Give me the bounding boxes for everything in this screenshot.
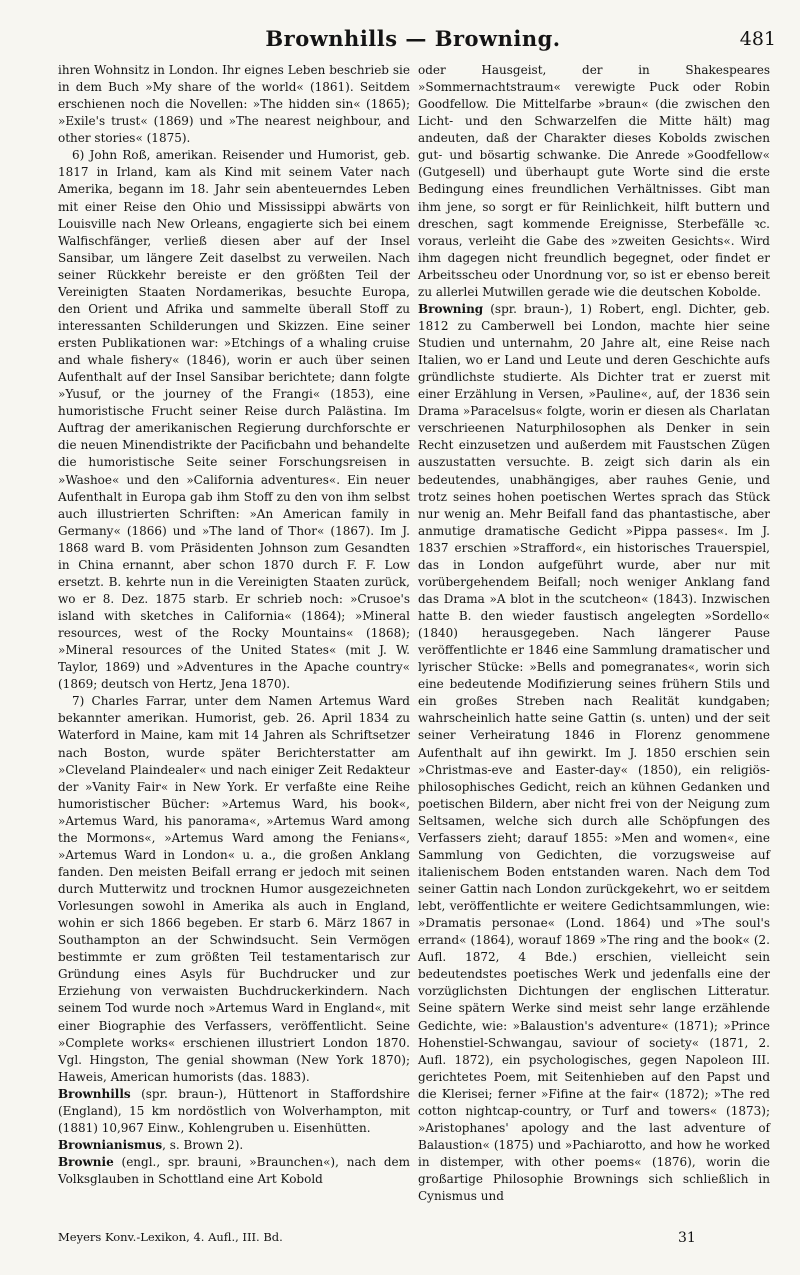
paragraph-text: 6) John Roß, amerikan. Reisender und Humorist, geb. 1817 in Irland, kam als Kind mit seinem Vater nach Amerika, begann im 18. Jahr sein abenteuerndes Leben mit einer Reise den Ohio und Mississippi abwärts von Louisville nach New Orleans, engagierte sich bei einem Walfischfänger, verließ diesen aber auf der Insel Sansibar, um längere Zeit daselbst zu verweilen. Nach seiner Rückkehr bereiste er den größten Teil der Vereinigten Staaten Nordamerikas, besuchte Europa, den Orient und Afrika und sammelte überall Stoff zu interessanten Schilderungen und Skizzen. Eine seiner ersten Publikationen war: »Etchings of a whaling cruise and whale fishery« (1846), worin er auch über seinen Aufenthalt auf der Insel Sansibar berichtete; dann folgte »Yusuf, or the journey of the Frangi« (1853), eine humoristische Frucht seiner Reise durch Palästina. Im Auftrag der amerikanischen Regierung durchforschte er die neuen Minendistrikte der Pacificbahn und behandelte die humoristische Seite seiner Forschungsreisen in »Washoe« und den »California adventures«. Ein neuer Aufenthalt in Europa gab ihm Stoff zu den von ihm selbst auch illustrierten Schriften: »An American family in Germany« (1866) und »The land of Thor« (1867). Im J. 1868 ward B. vom Präsidenten Johnson zum Gesandten in China ernannt, aber schon 1870 durch F. F. Low ersetzt. B. kehrte nun in die Vereinigten Staaten zurück, wo er 8. Dez. 1875 starb. Er schrieb noch: »Crusoe's island with sketches in California« (1864); »Mineral resources, west of the Rocky Mountains« (1868); »Mineral resources of the United States« (mit J. W. Taylor, 1869) und »Adventures in the Apache country« (1869; deutsch von Hertz, Jena 1870). [58, 148, 410, 692]
footer-signature: 31 [678, 1230, 696, 1246]
paragraph-text: 7) Charles Farrar, unter dem Namen Artemus Ward bekannter amerikan. Humorist, geb. 26. April 1834 zu Waterford in Maine, kam mit 14 Jahren als Schriftsetzer nach Boston, wurde später Berichterstatter am »Cleveland Plaindealer« und nach einiger Zeit Redakteur der »Vanity Fair« in New York. Er verfaßte eine Reihe humoristischer Bücher: »Artemus Ward, his book«, »Artemus Ward, his panorama«, »Artemus Ward among the Mormons«, »Artemus Ward among the Fenians«, »Artemus Ward in London« u. a., die großen Anklang fanden. Den meisten Beifall errang er jedoch mit seinen durch Mutterwitz und trocknen Humor ausgezeichneten Vorlesungen sowohl in Amerika als auch in England, wohin er sich 1866 begeben. Er starb 6. März 1867 in Southampton an der Schwindsucht. Sein Vermögen bestimmte er zum größten Teil testamentarisch zur Gründung eines Asyls für Buchdrucker und zur Erziehung von verwaisten Buchdruckerkindern. Nach seinem Tod wurde noch »Artemus Ward in England«, mit einer Biographie des Verfassers, veröffentlicht. Seine »Complete works« erschienen illustriert London 1870. Vgl. Hingston, The genial showman (New York 1870); Haweis, American humorists (das. 1883). [58, 694, 410, 1084]
paragraph-text: ihren Wohnsitz in London. Ihr eignes Leben beschrieb sie in dem Buch »My share of the world« (1861). Seitdem erschienen noch die Novellen: »The hidden sin« (1865); »Exile's trust« (1869) und »The nearest neighbour, and other stories« (1875). [58, 63, 410, 146]
headword: Brownianismus [58, 1137, 163, 1152]
running-header [50, 26, 776, 54]
page-footer [58, 1230, 770, 1250]
headword: Brownhills [58, 1086, 131, 1101]
paragraph-text: (spr. braun-), 1) Robert, engl. Dichter, geb. 1812 zu Camberwell bei London, machte hier seine Studien und unternahm, 20 Jahre alt, eine Reise nach Italien, wo er Land und Leute und deren Geschichte aufs gründlichste studierte. Als Dichter trat er zuerst mit einer Erzählung in Versen, »Pauline«, auf, der 1836 sein Drama »Paracelsus« folgte, worin er diesen als Charlatan verschrieenen Naturphilosophen als Denker in sein Recht einzusetzen und außerdem mit Faustschen Zügen auszustatten versuchte. B. zeigt sich darin als ein bedeutendes, unabhängiges, aber rauhes Genie, und trotz seines hohen poetischen Wertes sprach das Stück nur wenig an. Mehr Beifall fand das phantastische, aber anmutige dramatische Gedicht »Pippa passes«. Im J. 1837 erschien »Strafford«, ein historisches Trauerspiel, das in London aufgeführt wurde, aber nur mit vorübergehendem Beifall; noch weniger Anklang fand das Drama »A blot in the scutcheon« (1843). Inzwischen hatte B. den wieder faustisch angelegten »Sordello« (1840) herausgegeben. Nach längerer Pause veröffentlichte er 1846 eine Sammlung dramatischer und lyrischer Stücke: »Bells and pomegranates«, worin sich eine bedeutende Modifizierung seines frühern Stils und ein großes Streben nach Realität kundgaben; wahrscheinlich hatte seine Gattin (s. unten) und der seit seiner Verheiratung 1846 in Florenz genommene Aufenthalt auf ihn gewirkt. Im J. 1850 erschien sein »Christmas-eve and Easter-day« (1850), ein religiös-philosophisches Gedicht, reich an kühnen Gedanken und poetischen Bildern, aber nicht frei von der Neigung zum Seltsamen, welche sich durch alle Schöpfungen des Verfassers zieht; darauf 1855: »Men and women«, eine Sammlung von Gedichten, die vorzugsweise auf italienischem Boden entstanden waren. Nach dem Tod seiner Gattin nach London zurückgekehrt, wo er seitdem lebt, veröffentlichte er weitere Gedichtsammlungen, wie: »Dramatis personae« (Lond. 1864) und »The soul's errand« (1864), worauf 1869 »The ring and the book« (2. Aufl. 1872, 4 Bde.) erschien, vielleicht sein bedeutendstes poetisches Werk und jedenfalls eine der vorzüglichsten Dichtungen der englischen Litteratur. Seine spätern Werke sind meist sehr lange erzählende Gedichte, wie: »Balaustion's adventure« (1871); »Prince Hohenstiel-Schwangau, saviour of society« (1871, 2. Aufl. 1872), ein psychologisches, gegen Napoleon III. gerichtetes Poem, mit Seitenhieben auf den Papst und die Klerisei; ferner »Fifine at the fair« (1872); »The red cotton nightcap-country, or Turf and towers« (1873); »Aristophanes' apology and the last adventure of Balaustion« (1875) und »Pachiarotto, and how he worked in distemper, with other poems« (1876), worin die großartige Philosophie Brownings sich schließlich in Cynismus und [418, 301, 770, 1204]
page-title: Brownhills — Browning. [265, 26, 561, 51]
paragraph-text: (spr. braun-), Hüttenort in Staffordshire (England), 15 km nordöstlich von Wolverhampton, mit (1881) 10,967 Einw., Kohlengruben u. Eisenhütten. [58, 1086, 410, 1135]
paragraph [418, 62, 770, 301]
headword: Brownie [58, 1155, 114, 1169]
paragraph-text: (engl., spr. brauni, »Braunchen«), nach dem Volksglauben in Schottland eine Art Kobold [58, 1155, 410, 1187]
headword: Browning [418, 301, 484, 316]
paragraph-text: oder Hausgeist, der in Shakespeares »Sommernachtstraum« verewigte Puck oder Robin Goodfellow. Die Mittelfarbe »braun« (die zwischen den Licht- und den Schwarzelfen die Mitte hält) mag andeuten, daß der Charakter dieses Kobolds zwischen gut- und bösartig schwanke. Die Anrede »Goodfellow« (Gutgesell) und überhaupt gute Worte sind die erste Bedingung eines freundlichen Verhältnisses. Gibt man ihm jene, so sorgt er für Reinlichkeit, hilft buttern und dreschen, sagt kommende Ereignisse, Sterbefälle ꝛc. voraus, verleiht die Gabe des »zweiten Gesichts«. Wird ihm dagegen nicht freundlich begegnet, oder findet er Arbeitsscheu oder Unordnung vor, so ist er ebenso bereit zu allerlei Mutwillen gerade wie die deutschen Kobolde. [418, 63, 770, 299]
page-number: 481 [739, 28, 776, 50]
paragraph [418, 301, 770, 1205]
paragraph [58, 1154, 410, 1188]
paragraph [58, 147, 410, 693]
paragraph [58, 693, 410, 1085]
paragraph [58, 62, 410, 147]
paragraph [58, 1137, 410, 1154]
left-column [58, 62, 410, 1188]
paragraph-text: , s. Brown 2). [162, 1137, 244, 1152]
footer-source: Meyers Konv.-Lexikon, 4. Aufl., III. Bd. [58, 1230, 283, 1244]
right-column [418, 62, 770, 1205]
paragraph [58, 1086, 410, 1137]
